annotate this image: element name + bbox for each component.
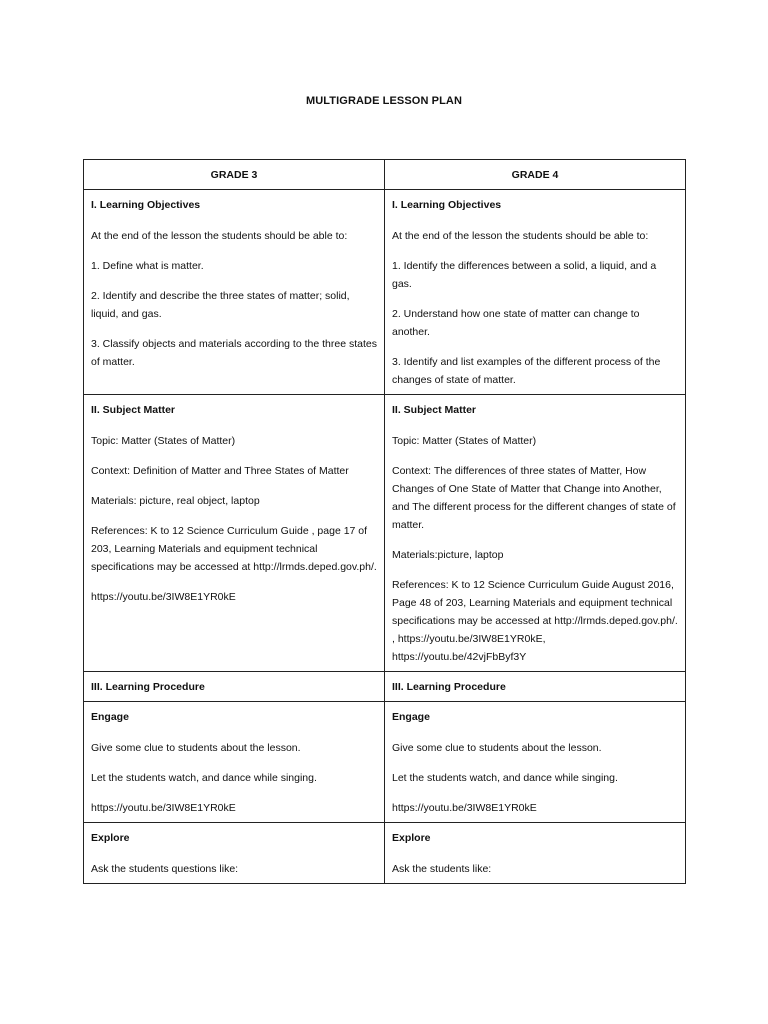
grade4-subject-cell xyxy=(385,395,686,672)
objective-intro: At the end of the lesson the students should be able to: xyxy=(91,230,348,242)
section-heading: II. Subject Matter xyxy=(91,404,176,416)
engage-text: Give some clue to students about the lesson. xyxy=(91,742,301,754)
section-heading: III. Learning Procedure xyxy=(91,681,205,693)
materials-text: Materials: picture, real object, laptop xyxy=(91,495,260,507)
objective-item: 3. Identify and list examples of the different process of the changes of state of matter. xyxy=(392,356,661,386)
context-text: Context: The differences of three states of Matter, How Changes of One State of Matter that Change into Another, and The different process for the different changes of state of matter. xyxy=(392,465,676,531)
materials-text: Materials:picture, laptop xyxy=(392,549,504,561)
engage-row xyxy=(84,702,686,823)
section-heading: II. Subject Matter xyxy=(392,404,477,416)
engage-heading: Engage xyxy=(91,711,129,723)
explore-heading: Explore xyxy=(392,832,431,844)
grade3-explore-cell xyxy=(84,823,385,884)
engage-text: Let the students watch, and dance while singing. xyxy=(392,772,618,784)
topic-text: Topic: Matter (States of Matter) xyxy=(392,435,537,447)
page-title: MULTIGRADE LESSON PLAN xyxy=(306,95,462,107)
references-text: References: K to 12 Science Curriculum Guide , page 17 of 203, Learning Materials and equipment technical specifications may be accessed at http://lrmds.deped.gov.ph/. xyxy=(91,525,377,573)
grade4-procedure-cell xyxy=(385,672,686,702)
explore-heading: Explore xyxy=(91,832,130,844)
objective-item: 1. Identify the differences between a solid, a liquid, and a gas. xyxy=(392,260,657,290)
grade3-objectives-cell xyxy=(84,190,385,395)
objective-item: 2. Identify and describe the three states of matter; solid, liquid, and gas. xyxy=(91,290,350,320)
grade3-engage-cell xyxy=(84,702,385,823)
engage-heading: Engage xyxy=(392,711,430,723)
grade3-procedure-cell xyxy=(84,672,385,702)
subject-matter-row xyxy=(84,395,686,672)
engage-text: Let the students watch, and dance while singing. xyxy=(91,772,317,784)
procedure-row xyxy=(84,672,686,702)
section-heading: III. Learning Procedure xyxy=(392,681,506,693)
grade4-header: GRADE 4 xyxy=(385,160,686,190)
section-heading: I. Learning Objectives xyxy=(392,199,502,211)
explore-row xyxy=(84,823,686,884)
grade4-objectives-cell xyxy=(385,190,686,395)
objective-item: 1. Define what is matter. xyxy=(91,260,204,272)
references-text: References: K to 12 Science Curriculum Guide August 2016, Page 48 of 203, Learning Materials and equipment technical specifications may be accessed at http://lrmds.deped.gov.ph/. , https://youtu.be/3IW8E1YR0kE, https://youtu.be/42vjFbByf3Y xyxy=(392,579,678,663)
explore-text: Ask the students like: xyxy=(392,863,492,875)
grade4-engage-cell xyxy=(385,702,686,823)
video-link: https://youtu.be/3IW8E1YR0kE xyxy=(91,802,236,814)
grade3-subject-cell xyxy=(84,395,385,672)
objective-item: 2. Understand how one state of matter can change to another. xyxy=(392,308,640,338)
section-heading: I. Learning Objectives xyxy=(91,199,201,211)
video-link: https://youtu.be/3IW8E1YR0kE xyxy=(392,802,537,814)
engage-text: Give some clue to students about the lesson. xyxy=(392,742,602,754)
grade-header-row xyxy=(84,160,686,190)
topic-text: Topic: Matter (States of Matter) xyxy=(91,435,236,447)
explore-text: Ask the students questions like: xyxy=(91,863,239,875)
grade4-explore-cell xyxy=(385,823,686,884)
video-link: https://youtu.be/3IW8E1YR0kE xyxy=(91,591,236,603)
objective-item: 3. Classify objects and materials according to the three states of matter. xyxy=(91,338,377,368)
objectives-row xyxy=(84,190,686,395)
context-text: Context: Definition of Matter and Three States of Matter xyxy=(91,465,349,477)
grade3-header: GRADE 3 xyxy=(84,160,385,190)
lesson-plan-table xyxy=(83,159,686,884)
objective-intro: At the end of the lesson the students should be able to: xyxy=(392,230,649,242)
